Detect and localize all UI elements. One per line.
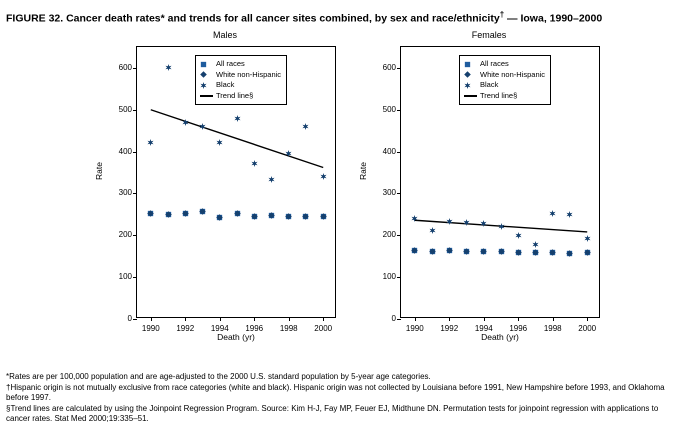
y-tick-label: 600 (118, 62, 132, 72)
y-axis-label-females: Rate (358, 162, 368, 180)
legend-item-label: Trend line§ (216, 90, 254, 100)
data-point-diamond (549, 249, 556, 256)
x-tick-label: 1994 (474, 324, 493, 333)
data-point-diamond (429, 248, 436, 255)
legend-diamond-icon (464, 71, 477, 78)
y-tick-mark (133, 319, 137, 320)
data-point-star (463, 219, 470, 226)
x-tick-label: 1998 (543, 324, 562, 333)
chart-panel-females (360, 30, 618, 360)
data-point-diamond (446, 247, 453, 254)
x-tick-label: 1992 (176, 324, 195, 333)
panel-title-females: Females (471, 30, 507, 40)
y-tick-label: 200 (382, 230, 396, 240)
legend-line-icon (200, 91, 213, 102)
y-tick-label: 100 (118, 272, 132, 282)
y-tick-label: 300 (118, 188, 132, 198)
data-point-star (498, 223, 505, 230)
chart-legend (459, 55, 551, 105)
x-tick-label: 2000 (578, 324, 597, 333)
legend-item-all-races (464, 59, 545, 70)
legend-line-icon (464, 91, 477, 102)
legend-item-label: White non-Hispanic (216, 69, 282, 79)
figure-title-prefix: FIGURE 32. Cancer death rates* and trends for all cancer sites combined, by sex and race/ethnicity (6, 12, 500, 25)
data-point-star (429, 227, 436, 234)
data-point-star (285, 150, 292, 157)
data-point-star (302, 123, 309, 130)
data-point-diamond (234, 210, 241, 217)
data-point-diamond (165, 211, 172, 218)
legend-square-icon (200, 61, 213, 68)
data-point-star (446, 218, 453, 225)
footnote-hispanic: †Hispanic origin is not mutually exclusive from race categories (white and black). Hispanic origin was not collected by Louisiana before 1991, New Hampshire before 1993, and Oklahoma before 1997. (6, 382, 665, 402)
legend-diamond-icon (200, 71, 213, 78)
legend-item-label: White non-Hispanic (480, 69, 546, 79)
y-tick-label: 0 (391, 314, 396, 323)
x-tick-label: 1996 (245, 324, 264, 333)
data-point-diamond (320, 213, 327, 220)
y-tick-label: 400 (118, 146, 132, 156)
legend-item-black (464, 80, 545, 91)
data-point-star (584, 235, 591, 242)
legend-item-label: Trend line§ (480, 90, 518, 100)
legend-star-icon (464, 82, 477, 89)
legend-star-icon (200, 82, 213, 89)
y-tick-label: 500 (382, 104, 396, 114)
legend-item-trend-line (464, 91, 545, 102)
figure-title (6, 8, 678, 26)
y-tick-label: 500 (118, 104, 132, 114)
data-point-star (216, 139, 223, 146)
data-point-diamond (566, 250, 573, 257)
legend-item-label: Black (216, 80, 235, 89)
y-tick-label: 400 (382, 146, 396, 156)
data-point-diamond (463, 248, 470, 255)
legend-item-all-races (200, 59, 281, 70)
data-point-diamond (584, 249, 591, 256)
data-point-diamond (182, 210, 189, 217)
data-point-star (234, 115, 241, 122)
data-point-diamond (480, 248, 487, 255)
y-tick-label: 300 (382, 188, 396, 198)
chart-legend (195, 55, 287, 105)
plot-area-males (118, 46, 336, 333)
data-point-diamond (515, 249, 522, 256)
legend-item-label: Black (480, 80, 499, 89)
data-point-diamond (411, 247, 418, 254)
y-tick-label: 600 (382, 62, 396, 72)
data-point-star (480, 220, 487, 227)
data-point-star (566, 211, 573, 218)
legend-square-icon (464, 61, 477, 68)
y-axis-label-males: Rate (94, 162, 104, 180)
footnote-rates: *Rates are per 100,000 population and are age-adjusted to the 2000 U.S. standard population by 5-year age categories. (6, 372, 431, 381)
x-tick-label: 2000 (314, 324, 333, 333)
figure-title-dagger: † (499, 10, 505, 19)
x-tick-label: 1990 (141, 324, 160, 333)
footnotes (6, 372, 682, 425)
data-point-diamond (285, 213, 292, 220)
data-point-diamond (498, 248, 505, 255)
y-tick-label: 200 (118, 230, 132, 240)
x-tick-label: 1992 (440, 324, 459, 333)
x-tick-label: 1996 (509, 324, 528, 333)
data-point-star (549, 210, 556, 217)
data-point-diamond (199, 208, 206, 215)
chart-panel-males (96, 30, 354, 360)
data-point-star (147, 139, 154, 146)
data-point-diamond (532, 249, 539, 256)
legend-item-black (200, 80, 281, 91)
y-tick-mark (397, 319, 401, 320)
x-axis-label-males: Death (yr) (217, 332, 255, 342)
data-point-star (165, 64, 172, 71)
data-point-diamond (302, 213, 309, 220)
plot-area-females (382, 46, 600, 333)
data-point-star (199, 123, 206, 130)
y-tick-label: 100 (382, 272, 396, 282)
legend-item-white-non-hispanic (200, 70, 281, 81)
panel-title-males: Males (212, 30, 237, 40)
x-axis-label-females: Death (yr) (481, 332, 519, 342)
data-point-star (251, 160, 258, 167)
data-point-star (411, 215, 418, 222)
x-tick-label: 1990 (405, 324, 424, 333)
data-point-star (182, 119, 189, 126)
legend-item-white-non-hispanic (464, 70, 545, 81)
data-point-star (515, 232, 522, 239)
figure-title-suffix: — Iowa, 1990–2000 (504, 12, 603, 25)
x-tick-label: 1994 (210, 324, 229, 333)
data-point-diamond (147, 210, 154, 217)
y-tick-label: 0 (127, 314, 132, 323)
legend-item-label: All races (480, 59, 509, 68)
data-point-diamond (251, 213, 258, 220)
x-tick-label: 1998 (279, 324, 298, 333)
data-point-diamond (268, 212, 275, 219)
data-point-diamond (216, 214, 223, 221)
legend-item-trend-line (200, 91, 281, 102)
data-point-star (268, 176, 275, 183)
footnote-trend: §Trend lines are calculated by using the Joinpoint Regression Program. Source: Kim H-J, Fay MP, Feuer EJ, Midthune DN. Permutation tests for joinpoint regression with applications to cancer rates. Stat Med 2000;19:335–51. (6, 403, 659, 423)
data-point-star (320, 173, 327, 180)
data-point-star (532, 241, 539, 248)
legend-item-label: All races (216, 59, 245, 68)
